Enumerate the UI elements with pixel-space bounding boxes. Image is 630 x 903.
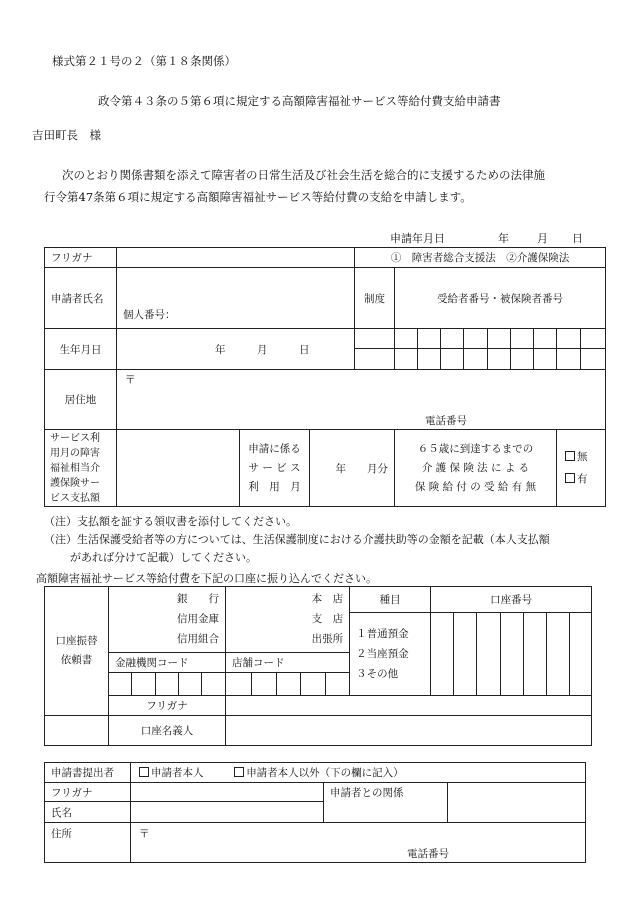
system-label: 制度 [355, 268, 395, 329]
account-furigana-field[interactable] [226, 696, 592, 716]
account-type-label: 種目 [350, 587, 431, 613]
recipient-digit[interactable] [418, 329, 441, 349]
addressee: 吉田町長 様 [32, 128, 101, 142]
submitter-label: 申請書提出者 [45, 763, 131, 783]
submitter-phone-label: 電話番号 [407, 848, 449, 860]
none-checkbox[interactable]: 無 [565, 446, 605, 468]
intro-line-2: 行令第47条第６項に規定する高額障害福祉サービス等給付費の支給を申請します。 [44, 190, 472, 204]
account-digit[interactable] [524, 613, 547, 696]
recipient-digit[interactable] [395, 349, 418, 370]
account-furigana-label: フリガナ [109, 696, 226, 716]
recipient-digit[interactable] [581, 329, 606, 349]
recipient-digit[interactable] [557, 329, 581, 349]
birthdate-field[interactable]: 年 月 日 [117, 329, 355, 370]
service-month-field[interactable]: 年 月分 [310, 430, 395, 507]
account-digit[interactable] [454, 613, 477, 696]
account-holder-label: 口座名義人 [109, 716, 226, 746]
residence-phone-label: 電話番号 [425, 415, 467, 427]
application-table [44, 247, 606, 507]
submitter-postal-mark: 〒 [139, 828, 150, 840]
transfer-request-spacer [45, 716, 109, 746]
self-checkbox[interactable]: 申請者本人 [139, 767, 204, 779]
application-date-day: 日 [572, 232, 583, 245]
transfer-instruction: 高額障害福祉サービス等給付費を下記の口座に振り込んでください。 [36, 572, 377, 585]
service-month-label: 申請に係る サ ー ビ ス 利 用 月 [240, 430, 310, 507]
furigana-field[interactable] [117, 248, 355, 268]
bank-code-digit[interactable] [202, 673, 226, 696]
furigana-label: フリガナ [45, 248, 117, 268]
branch-code-label: 店舗コード [226, 653, 350, 673]
application-date-label: 申請年月日 [390, 232, 445, 245]
account-digit[interactable] [547, 613, 570, 696]
birthdate-label: 生年月日 [45, 329, 117, 370]
applicant-name-label: 申請者氏名 [45, 268, 117, 329]
relationship-label: 申請者との関係 [324, 783, 448, 823]
law-options[interactable]: ① 障害者総合支援法 ②介護保険法 [355, 248, 606, 268]
page-title: 政令第４３条の５第６項に規定する高額障害福祉サービス等給付費支給申請書 [98, 94, 501, 108]
branch-name-field[interactable]: 本 店 支 店 出張所 [226, 587, 350, 653]
branch-code-digit[interactable] [277, 673, 301, 696]
branch-code-digit[interactable] [301, 673, 326, 696]
recipient-digit[interactable] [488, 329, 511, 349]
note-welfare-line-1: （注）生活保護受給者等の方については、生活保護制度における介護扶助等の金額を記載（本人支払額 [44, 533, 550, 546]
recipient-digit[interactable] [511, 349, 534, 370]
account-digit[interactable] [431, 613, 454, 696]
submitter-address-field[interactable] [131, 823, 586, 863]
age65-label: ６５歳に到達するまでの 介 護 保 険 法 に よ る 保 険 給 付 の 受 給 有 無 [395, 430, 557, 507]
account-holder-field[interactable] [226, 716, 592, 746]
branch-code-digit[interactable] [252, 673, 277, 696]
bank-code-digit[interactable] [109, 673, 132, 696]
account-type-options[interactable]: １普通預金 ２当座預金 ３その他 [350, 613, 431, 696]
recipient-digit[interactable] [464, 329, 488, 349]
recipient-digit[interactable] [488, 349, 511, 370]
recipient-digit[interactable] [441, 349, 464, 370]
personal-number-label: 個人番号： [123, 309, 176, 321]
recipient-digit[interactable] [441, 329, 464, 349]
note-receipt: （注）支払額を証する領収書を添付してください。 [44, 515, 297, 528]
account-digit[interactable] [477, 613, 501, 696]
bank-code-digit[interactable] [156, 673, 179, 696]
residence-label: 居住地 [45, 370, 117, 430]
bank-code-label: 金融機関コード [109, 653, 226, 673]
bank-code-digit[interactable] [132, 673, 156, 696]
service-amount-label: サービス利 用月の障害 福祉相当介 護保険サー ビス支払額 [45, 430, 117, 507]
recipient-number-label: 受給者番号・被保険者番号 [395, 268, 606, 329]
submitter-name-field[interactable] [131, 802, 324, 823]
system-field-2[interactable] [355, 349, 395, 370]
relationship-field[interactable] [448, 783, 586, 823]
submitter-table [44, 762, 586, 863]
recipient-digit[interactable] [557, 349, 581, 370]
application-date-month: 月 [537, 232, 548, 245]
applicant-name-field[interactable] [117, 268, 355, 329]
postal-mark: 〒 [125, 374, 136, 386]
submitter-furigana-field[interactable] [131, 783, 324, 802]
submitter-address-label: 住所 [45, 823, 131, 863]
note-welfare-line-2: があれば分けて記載）してください。 [70, 551, 257, 564]
residence-field[interactable] [117, 370, 606, 430]
submitter-options [131, 763, 586, 783]
form-number: 様式第２１号の２（第１８条関係） [52, 54, 236, 68]
yes-checkbox[interactable]: 有 [565, 468, 605, 490]
bank-code-digit[interactable] [179, 673, 202, 696]
recipient-digit[interactable] [464, 349, 488, 370]
system-field[interactable] [355, 329, 395, 349]
recipient-digit[interactable] [511, 329, 534, 349]
branch-code-digit[interactable] [226, 673, 252, 696]
recipient-digit[interactable] [418, 349, 441, 370]
transfer-request-label: 口座振替 依頼書 [45, 587, 109, 716]
recipient-digit[interactable] [581, 349, 606, 370]
branch-code-digit[interactable] [326, 673, 350, 696]
submitter-furigana-label: フリガナ [45, 783, 131, 802]
account-digit[interactable] [570, 613, 592, 696]
other-checkbox[interactable]: 申請者本人以外（下の欄に記入） [234, 767, 404, 779]
recipient-digit[interactable] [534, 349, 557, 370]
recipient-digit[interactable] [534, 329, 557, 349]
account-digit[interactable] [501, 613, 524, 696]
recipient-digit[interactable] [395, 329, 418, 349]
account-number-label: 口座番号 [431, 587, 592, 613]
service-amount-field[interactable] [117, 430, 240, 507]
bank-transfer-table [44, 586, 592, 746]
intro-line-1: 次のとおり関係書類を添えて障害者の日常生活及び社会生活を総合的に支援するための法律施 [62, 168, 545, 182]
bank-name-field[interactable]: 銀 行 信用金庫 信用組合 [109, 587, 226, 653]
submitter-name-label: 氏名 [45, 802, 131, 823]
application-date-year: 年 [498, 232, 509, 245]
age65-choice [557, 430, 606, 507]
